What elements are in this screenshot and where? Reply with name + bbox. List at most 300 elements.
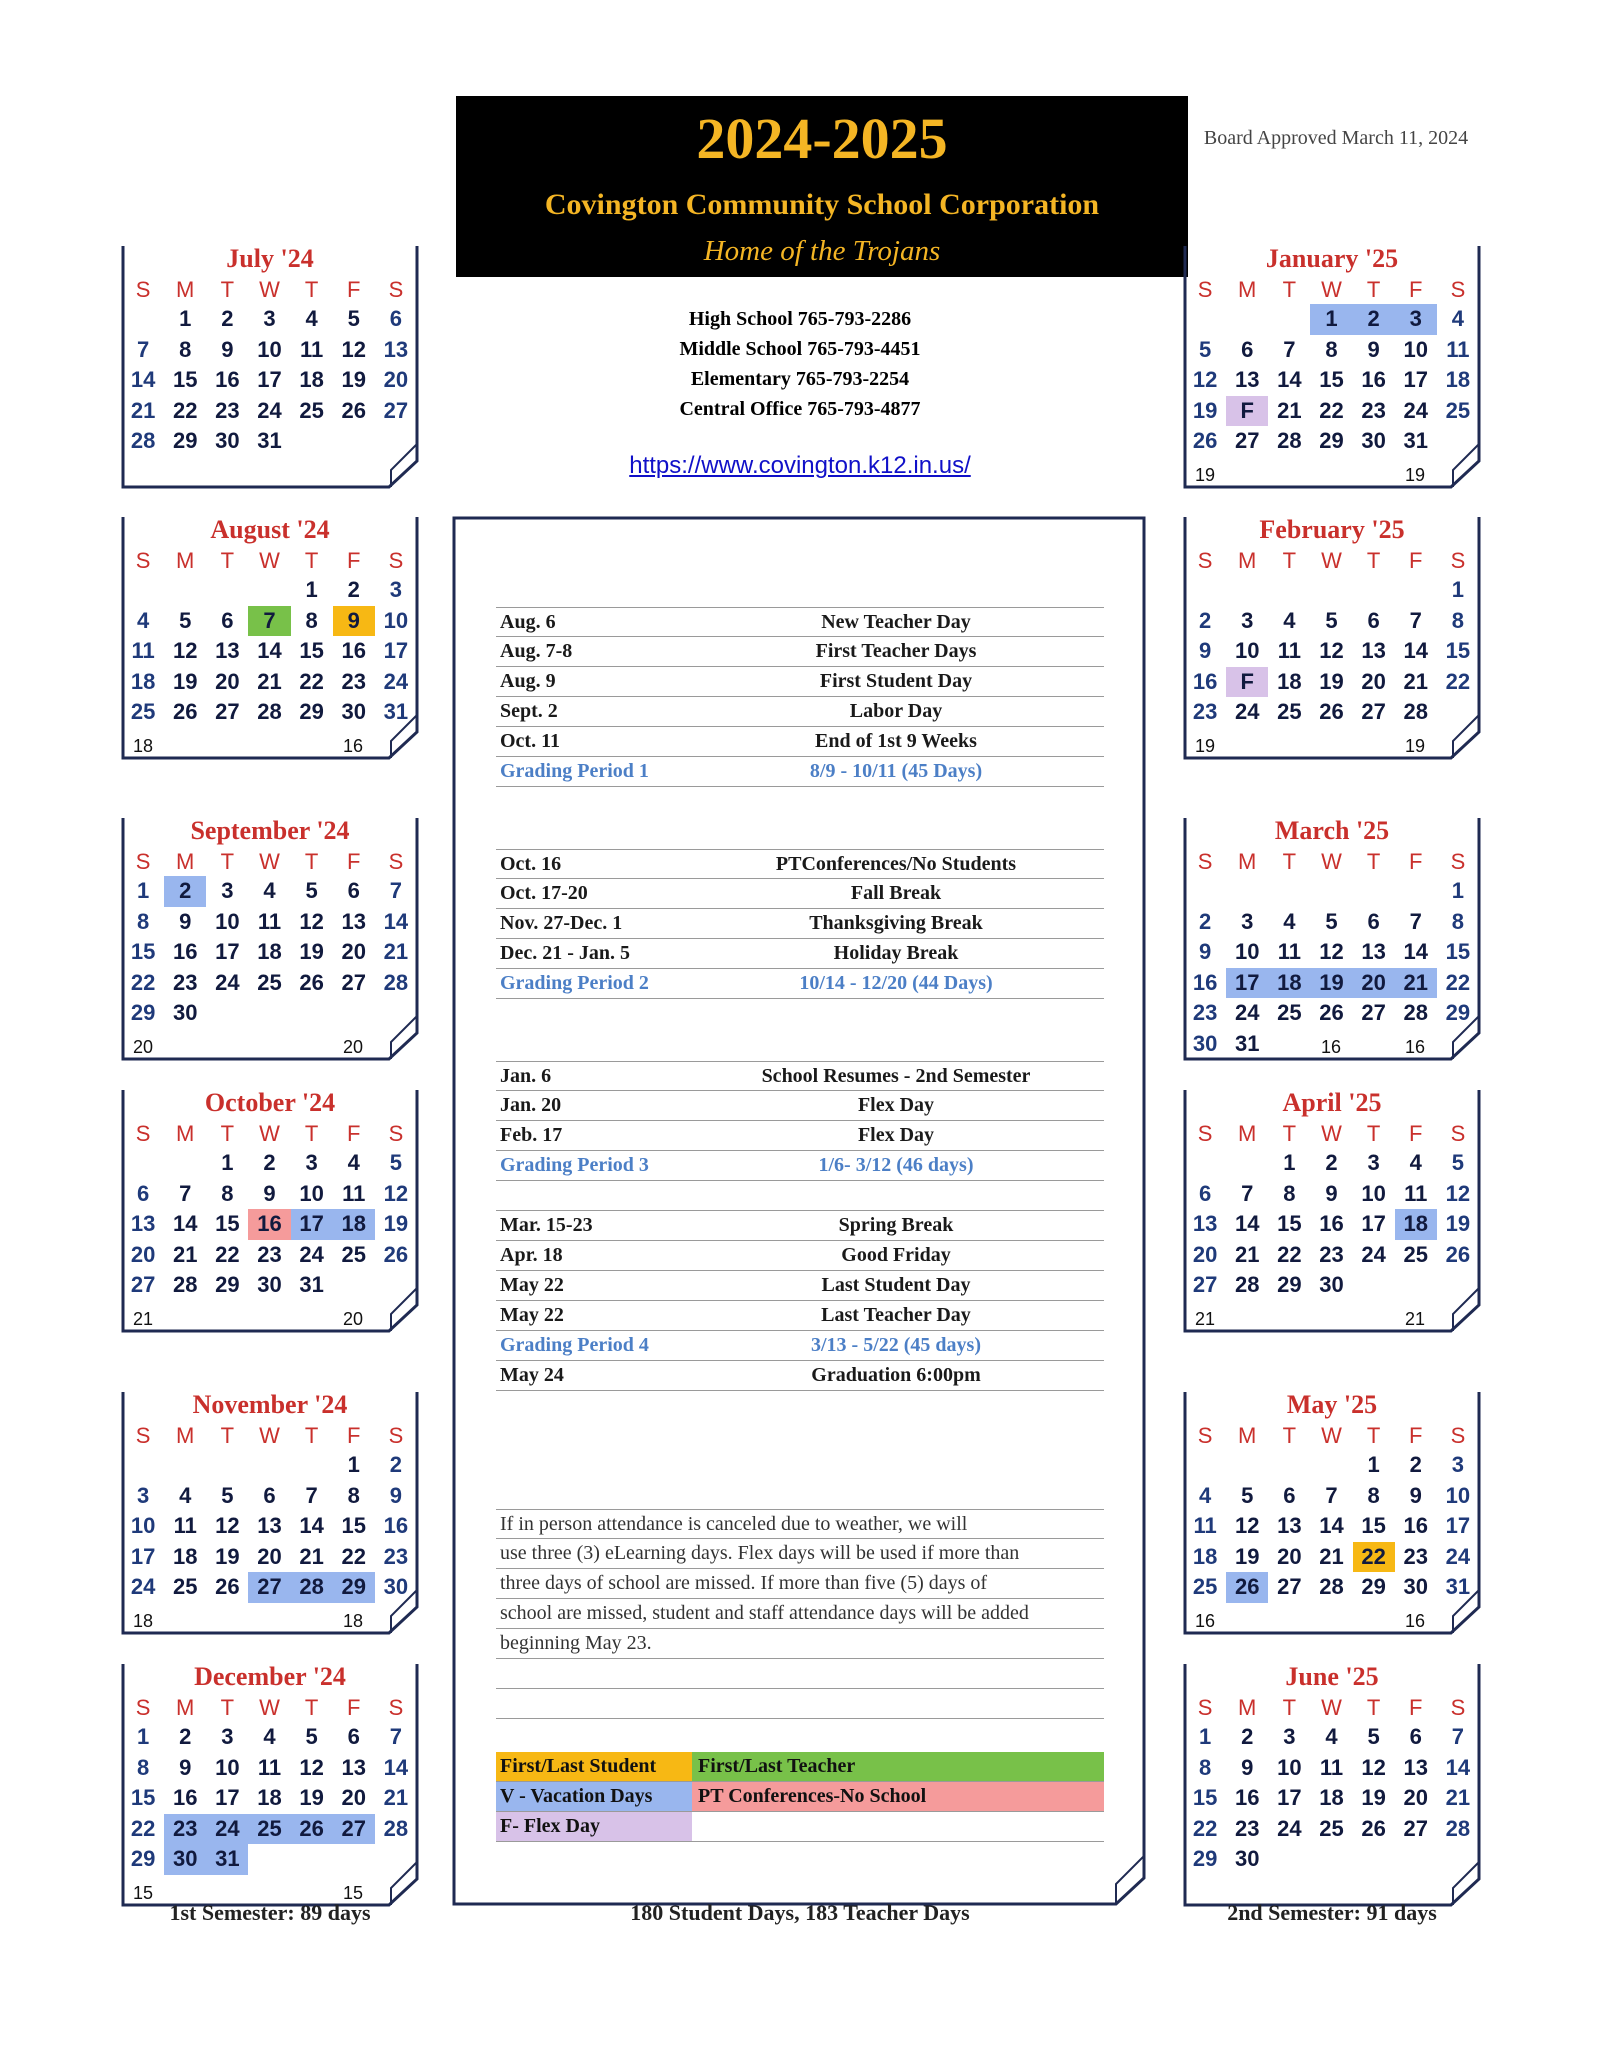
- calendar-day: 10: [1234, 638, 1260, 663]
- event-desc: Last Student Day: [821, 1274, 971, 1296]
- empty-day: [1268, 575, 1310, 606]
- events-group-2: [496, 849, 1104, 999]
- header-banner: [456, 96, 1188, 277]
- calendar-day: 26: [383, 1241, 409, 1267]
- calendar-day: 27: [248, 1572, 290, 1603]
- empty-day: [1184, 876, 1226, 907]
- calendar-day: 1: [347, 1452, 360, 1477]
- empty-day: [1310, 1450, 1352, 1481]
- calendar-day: 11: [300, 336, 324, 362]
- board-approved-note: Board Approved March 11, 2024: [1203, 127, 1469, 149]
- calendar-day: 18: [1268, 968, 1310, 999]
- event-desc: First Student Day: [819, 670, 973, 692]
- event-date: Aug. 6: [500, 611, 556, 633]
- calendar-day: 29: [1319, 428, 1344, 453]
- weekday-header: S: [1197, 849, 1213, 874]
- month-august-2024: [121, 515, 419, 760]
- calendar-day: 28: [1234, 1272, 1260, 1297]
- weekday-header: M: [1238, 849, 1257, 874]
- calendar-day: 29: [1445, 1000, 1471, 1025]
- weekday-header: T: [304, 1695, 319, 1720]
- calendar-day: 10: [130, 1513, 156, 1538]
- calendar-day: 6: [1198, 1180, 1212, 1206]
- calendar-day: 17: [130, 1543, 156, 1569]
- calendar-day: 20: [1353, 968, 1395, 999]
- empty-day: [1310, 876, 1352, 907]
- calendar-day: 10: [257, 336, 282, 362]
- weekday-header: W: [259, 1423, 280, 1448]
- calendar-day: 11: [257, 908, 282, 934]
- empty-day: [206, 1450, 248, 1481]
- calendar-day: 30: [257, 1272, 282, 1297]
- calendar-day: 23: [383, 1543, 409, 1569]
- month-grid: [1184, 1422, 1479, 1603]
- calendar-day: 17: [257, 367, 282, 392]
- calendar-day: 30: [172, 1000, 198, 1025]
- calendar-day: 31: [206, 1844, 248, 1875]
- calendar-day: 13: [215, 638, 240, 663]
- calendar-day: 30: [1192, 1030, 1218, 1056]
- calendar-day: 5: [1198, 336, 1212, 362]
- weekday-header: M: [176, 849, 195, 874]
- empty-day: [1395, 876, 1437, 907]
- month-april-2025: [1183, 1088, 1481, 1333]
- calendar-day: 16: [1319, 1211, 1344, 1236]
- calendar-day: 23: [1319, 1241, 1344, 1267]
- instruction-day-count: 16: [1195, 1611, 1216, 1631]
- calendar-day: 28: [130, 428, 156, 453]
- event-date: Feb. 17: [500, 1124, 563, 1146]
- calendar-day: 16: [1361, 367, 1386, 392]
- empty-day: [1353, 575, 1395, 606]
- weekday-header: F: [1409, 849, 1423, 874]
- calendar-day: 1: [1283, 1150, 1296, 1175]
- calendar-day: 13: [1361, 939, 1386, 964]
- weekday-header: F: [347, 548, 361, 573]
- calendar-day: 21: [1445, 1785, 1471, 1810]
- calendar-day: 19: [383, 1211, 409, 1236]
- calendar-day: 20: [1192, 1241, 1218, 1267]
- calendar-day: 31: [383, 699, 409, 724]
- calendar-day: 22: [1192, 1815, 1218, 1841]
- calendar-day: 1: [1198, 1724, 1212, 1749]
- calendar-day: 18: [1319, 1785, 1344, 1810]
- calendar-day: 21: [1403, 668, 1429, 694]
- calendar-day: 8: [1198, 1754, 1212, 1780]
- calendar-day: 17: [215, 939, 240, 964]
- calendar-day: 16: [1234, 1785, 1260, 1810]
- month-grid: [1184, 276, 1479, 457]
- calendar-day: 25: [1277, 1000, 1302, 1025]
- calendar-day: 3: [389, 577, 403, 602]
- weekday-header: S: [1450, 849, 1466, 874]
- calendar-day: 30: [215, 428, 240, 453]
- event-row-blank: [496, 1181, 1104, 1211]
- calendar-day: 24: [299, 1241, 324, 1267]
- weekday-header: M: [176, 277, 195, 302]
- weather-note-line: [496, 1659, 1104, 1689]
- calendar-day: 18: [130, 668, 156, 694]
- empty-day: [1184, 304, 1226, 335]
- calendar-day: 12: [1319, 638, 1344, 663]
- calendar-day: 30: [1403, 1574, 1429, 1599]
- weekday-header: S: [1197, 1423, 1213, 1448]
- event-date: Dec. 21 - Jan. 5: [500, 942, 630, 964]
- calendar-day: 9: [1241, 1754, 1254, 1780]
- calendar-day: 28: [172, 1272, 198, 1297]
- calendar-day: 4: [1283, 908, 1296, 934]
- calendar-day: 30: [341, 699, 367, 724]
- weekday-header: F: [347, 849, 361, 874]
- weekday-header: T: [1366, 849, 1381, 874]
- weekday-header: M: [176, 548, 195, 573]
- calendar-day: 14: [257, 638, 282, 663]
- calendar-day: 21: [299, 1543, 324, 1569]
- calendar-day: 24: [1277, 1815, 1302, 1841]
- calendar-day: 8: [1283, 1180, 1296, 1206]
- empty-day: [1184, 1148, 1226, 1179]
- calendar-day: 22: [299, 668, 324, 694]
- calendar-day: 21: [383, 1785, 409, 1810]
- calendar-day: 11: [1446, 336, 1470, 362]
- empty-day: [122, 575, 164, 606]
- weekday-header: S: [1450, 1423, 1466, 1448]
- weekday-header: T: [1366, 1695, 1381, 1720]
- weekday-header: T: [1282, 277, 1297, 302]
- weekday-header: M: [176, 1695, 195, 1720]
- calendar-day: 14: [1277, 367, 1302, 392]
- event-date: Grading Period 2: [500, 972, 649, 994]
- contact-high-school: High School 765-793-2286: [688, 308, 912, 330]
- weekday-header: T: [304, 849, 319, 874]
- footer-semester-1: 1st Semester: 89 days: [169, 1900, 371, 1925]
- legend-row: [496, 1812, 1104, 1842]
- calendar-day: 1: [136, 1724, 150, 1749]
- calendar-day: 15: [172, 367, 198, 392]
- event-date: Aug. 9: [500, 670, 556, 692]
- calendar-day: 1: [1310, 304, 1352, 335]
- calendar-day: 6: [1409, 1724, 1422, 1749]
- calendar-day: 4: [263, 1724, 276, 1749]
- month-march-2025: [1183, 816, 1481, 1061]
- calendar-day: 3: [1241, 607, 1254, 633]
- empty-day: [248, 1450, 290, 1481]
- calendar-day: 12: [383, 1180, 409, 1206]
- calendar-day: 7: [179, 1180, 192, 1206]
- event-row: [496, 939, 1104, 969]
- weekday-header: S: [1450, 277, 1466, 302]
- calendar-day: 10: [215, 908, 240, 934]
- calendar-day: 13: [1192, 1211, 1218, 1236]
- calendar-day: 27: [1277, 1574, 1302, 1599]
- empty-day: [164, 1148, 206, 1179]
- event-date: Mar. 15-23: [500, 1214, 593, 1236]
- calendar-day: 7: [136, 336, 150, 362]
- month-october-2024: [121, 1088, 419, 1333]
- weekday-header: T: [1366, 548, 1381, 573]
- weekday-header: T: [1282, 548, 1297, 573]
- calendar-day: 24: [383, 668, 409, 694]
- school-year: 2024-2025: [696, 106, 948, 171]
- calendar-day: 13: [1403, 1754, 1429, 1780]
- calendar-day: 6: [347, 1724, 360, 1749]
- calendar-day: 26: [1192, 428, 1218, 453]
- calendar-day: 6: [1367, 607, 1380, 633]
- calendar-day: 11: [1277, 939, 1301, 964]
- calendar-day: 5: [1451, 1150, 1465, 1175]
- calendar-day: 22: [1353, 1542, 1395, 1573]
- event-desc: 8/9 - 10/11 (45 Days): [809, 760, 983, 782]
- calendar-day: 28: [1445, 1815, 1471, 1841]
- calendar-day: 4: [136, 607, 150, 633]
- calendar-day: 6: [136, 1180, 150, 1206]
- event-date: May 24: [500, 1364, 564, 1386]
- calendar-day: 10: [1361, 1180, 1386, 1206]
- contact-middle-school: Middle School 765-793-4451: [679, 338, 921, 360]
- weekday-header: M: [1238, 1423, 1257, 1448]
- weekday-header: S: [1450, 1121, 1466, 1146]
- weekday-header: T: [1366, 277, 1381, 302]
- calendar-day: 13: [341, 908, 367, 934]
- weather-note-line: [496, 1689, 1104, 1719]
- calendar-day: 20: [341, 1785, 367, 1810]
- calendar-day: 10: [1277, 1754, 1302, 1780]
- calendar-day: 27: [1234, 428, 1260, 453]
- event-desc: Fall Break: [850, 882, 942, 904]
- calendar-day: 16: [383, 1513, 409, 1538]
- calendar-day: 27: [333, 1814, 375, 1845]
- calendar-day: 7: [1409, 908, 1422, 934]
- empty-day: [1184, 1450, 1226, 1481]
- weekday-header: S: [135, 1121, 151, 1146]
- weekday-header: S: [1197, 548, 1213, 573]
- calendar-day: 15: [1445, 638, 1471, 663]
- calendar-day: 2: [347, 577, 360, 602]
- event-row: [496, 1301, 1104, 1331]
- month-grid: [1184, 547, 1479, 728]
- instruction-day-count: 18: [133, 1611, 154, 1631]
- instruction-day-count: 19: [1405, 465, 1426, 485]
- calendar-day: 19: [1445, 1211, 1471, 1236]
- calendar-day: 22: [1277, 1241, 1302, 1267]
- calendar-day: 2: [263, 1150, 276, 1175]
- calendar-day: 2: [164, 876, 206, 907]
- month-title: August '24: [210, 515, 330, 544]
- weekday-header: W: [259, 548, 280, 573]
- weekday-header: M: [1238, 1121, 1257, 1146]
- calendar-day: 20: [1361, 668, 1386, 694]
- weekday-header: W: [1321, 548, 1342, 573]
- calendar-day: 21: [383, 939, 409, 964]
- calendar-day: 12: [1361, 1754, 1386, 1780]
- event-row: [496, 1061, 1104, 1091]
- event-date: Aug. 7-8: [500, 640, 573, 662]
- calendar-day: 24: [257, 397, 282, 423]
- weekday-header: S: [1197, 1695, 1213, 1720]
- calendar-day: 25: [1319, 1815, 1344, 1841]
- calendar-day: 19: [1319, 668, 1344, 694]
- calendar-day: 29: [1192, 1846, 1218, 1871]
- calendar-day: 26: [172, 699, 198, 724]
- instruction-day-count: 20: [343, 1037, 364, 1057]
- calendar-day: 18: [257, 939, 282, 964]
- district-tagline: Home of the Trojans: [703, 235, 941, 267]
- calendar-day: 23: [1234, 1815, 1260, 1841]
- calendar-day: 11: [1319, 1754, 1344, 1780]
- calendar-day: 14: [1319, 1513, 1344, 1538]
- empty-day: [1353, 876, 1395, 907]
- calendar-day: 7: [389, 878, 403, 903]
- event-row: [496, 667, 1104, 697]
- event-desc: Spring Break: [838, 1214, 954, 1236]
- event-row: [496, 1361, 1104, 1391]
- calendar-day: 26: [1361, 1815, 1386, 1841]
- calendar-day: 11: [1277, 638, 1301, 663]
- empty-day: [1268, 304, 1310, 335]
- empty-day: [1226, 1450, 1268, 1481]
- calendar-day: 8: [1367, 1482, 1380, 1508]
- calendar-day: 26: [1319, 699, 1344, 724]
- calendar-day: 2: [179, 1724, 192, 1749]
- calendar-day: 28: [383, 1815, 409, 1841]
- calendar-day: 21: [1277, 397, 1302, 423]
- weekday-header: F: [1409, 1121, 1423, 1146]
- calendar-day: 23: [341, 668, 367, 694]
- weekday-header: S: [1450, 548, 1466, 573]
- instruction-day-count: 20: [133, 1037, 154, 1057]
- event-date: Nov. 27-Dec. 1: [500, 912, 623, 934]
- calendar-day: 19: [1310, 968, 1352, 999]
- month-september-2024: [121, 816, 419, 1061]
- weekday-header: W: [1321, 1423, 1342, 1448]
- calendar-day: 12: [215, 1513, 240, 1538]
- weekday-header: S: [388, 849, 404, 874]
- calendar-day: 21: [1234, 1241, 1260, 1267]
- weekday-header: S: [388, 1695, 404, 1720]
- calendar-day: 11: [342, 1180, 366, 1206]
- month-grid: [122, 848, 417, 1029]
- month-may-2025: [1183, 1390, 1481, 1635]
- grading-period-row: [496, 969, 1104, 999]
- event-desc: Labor Day: [849, 700, 943, 722]
- calendar-day: 25: [341, 1241, 367, 1267]
- weekday-header: W: [259, 1695, 280, 1720]
- weekday-header: F: [1409, 1423, 1423, 1448]
- calendar-day: 11: [1404, 1180, 1428, 1206]
- calendar-day: 6: [1241, 336, 1254, 362]
- event-row: [496, 879, 1104, 909]
- calendar-day: 28: [1319, 1574, 1344, 1599]
- empty-day: [1268, 1450, 1310, 1481]
- event-date: Sept. 2: [500, 700, 558, 722]
- month-title: November '24: [192, 1390, 348, 1419]
- calendar-day: 9: [1198, 638, 1212, 663]
- event-row: [496, 1241, 1104, 1271]
- calendar-day: 21: [257, 668, 282, 694]
- event-desc: 10/14 - 12/20 (44 Days): [799, 972, 993, 994]
- calendar-day: 13: [1234, 367, 1260, 392]
- calendar-day: 11: [173, 1513, 197, 1538]
- calendar-day: 1: [1451, 878, 1465, 903]
- event-desc: 1/6- 3/12 (46 days): [818, 1154, 974, 1176]
- instruction-day-count: 16: [1321, 1037, 1342, 1057]
- calendar-day: 23: [257, 1241, 282, 1267]
- calendar-day: 6: [1367, 908, 1380, 934]
- calendar-day: 1: [305, 577, 318, 602]
- calendar-day: 29: [299, 699, 324, 724]
- weekday-header: F: [1409, 277, 1423, 302]
- calendar-day: 18: [1445, 367, 1471, 392]
- weekday-header: T: [1366, 1121, 1381, 1146]
- instruction-day-count: 19: [1405, 736, 1426, 756]
- calendar-day: 7: [1451, 1724, 1465, 1749]
- weather-note: [496, 1509, 1104, 1719]
- weekday-header: F: [347, 277, 361, 302]
- calendar-day: 27: [1403, 1815, 1429, 1841]
- empty-day: [1268, 876, 1310, 907]
- calendar-day: 25: [1192, 1574, 1218, 1599]
- calendar-day: 16: [1192, 969, 1218, 995]
- event-date: Grading Period 3: [500, 1154, 649, 1176]
- empty-day: [122, 1148, 164, 1179]
- empty-day: [1226, 304, 1268, 335]
- event-desc: School Resumes - 2nd Semester: [761, 1065, 1031, 1087]
- calendar-day: 18: [333, 1209, 375, 1240]
- weekday-header: S: [388, 548, 404, 573]
- calendar-day: 3: [263, 306, 276, 331]
- calendar-day: 19: [341, 367, 367, 392]
- weekday-header: S: [388, 277, 404, 302]
- calendar-day: 4: [305, 306, 318, 331]
- events-group-1: [496, 607, 1104, 787]
- calendar-day: 20: [341, 939, 367, 964]
- calendar-day: 15: [1361, 1513, 1386, 1538]
- calendar-day: 23: [1192, 699, 1218, 724]
- empty-day: [248, 575, 290, 606]
- calendar-day: 5: [347, 306, 360, 331]
- calendar-day: 5: [221, 1482, 234, 1508]
- calendar-day: 10: [1234, 939, 1260, 964]
- calendar-day: 7: [1283, 336, 1296, 362]
- grading-period-row: [496, 1331, 1104, 1361]
- calendar-day: 26: [1445, 1241, 1471, 1267]
- calendar-day: 23: [215, 397, 240, 423]
- calendar-day: 26: [299, 969, 324, 995]
- calendar-day: 16: [172, 939, 198, 964]
- calendar-day: 15: [130, 1785, 156, 1810]
- calendar-day: 1: [1367, 1452, 1380, 1477]
- calendar-day: 14: [383, 908, 409, 934]
- calendar-day: 13: [130, 1211, 156, 1236]
- calendar-day: 14: [1445, 1754, 1471, 1780]
- empty-day: [122, 304, 164, 335]
- weekday-header: T: [304, 277, 319, 302]
- event-desc: Holiday Break: [833, 942, 959, 964]
- weekday-header: S: [135, 849, 151, 874]
- calendar-day: 3: [1367, 1150, 1380, 1175]
- month-title: September '24: [190, 816, 350, 845]
- event-row: [496, 1091, 1104, 1121]
- calendar-day: 3: [1451, 1452, 1465, 1477]
- calendar-day: 27: [215, 699, 240, 724]
- calendar-day: 20: [215, 668, 240, 694]
- calendar-day: 27: [1361, 1000, 1386, 1025]
- month-title: June '25: [1285, 1662, 1379, 1691]
- website-link[interactable]: https://www.covington.k12.in.us/: [629, 452, 971, 479]
- instruction-day-count: 16: [343, 736, 364, 756]
- calendar-day: 14: [299, 1513, 324, 1538]
- weekday-header: T: [220, 277, 235, 302]
